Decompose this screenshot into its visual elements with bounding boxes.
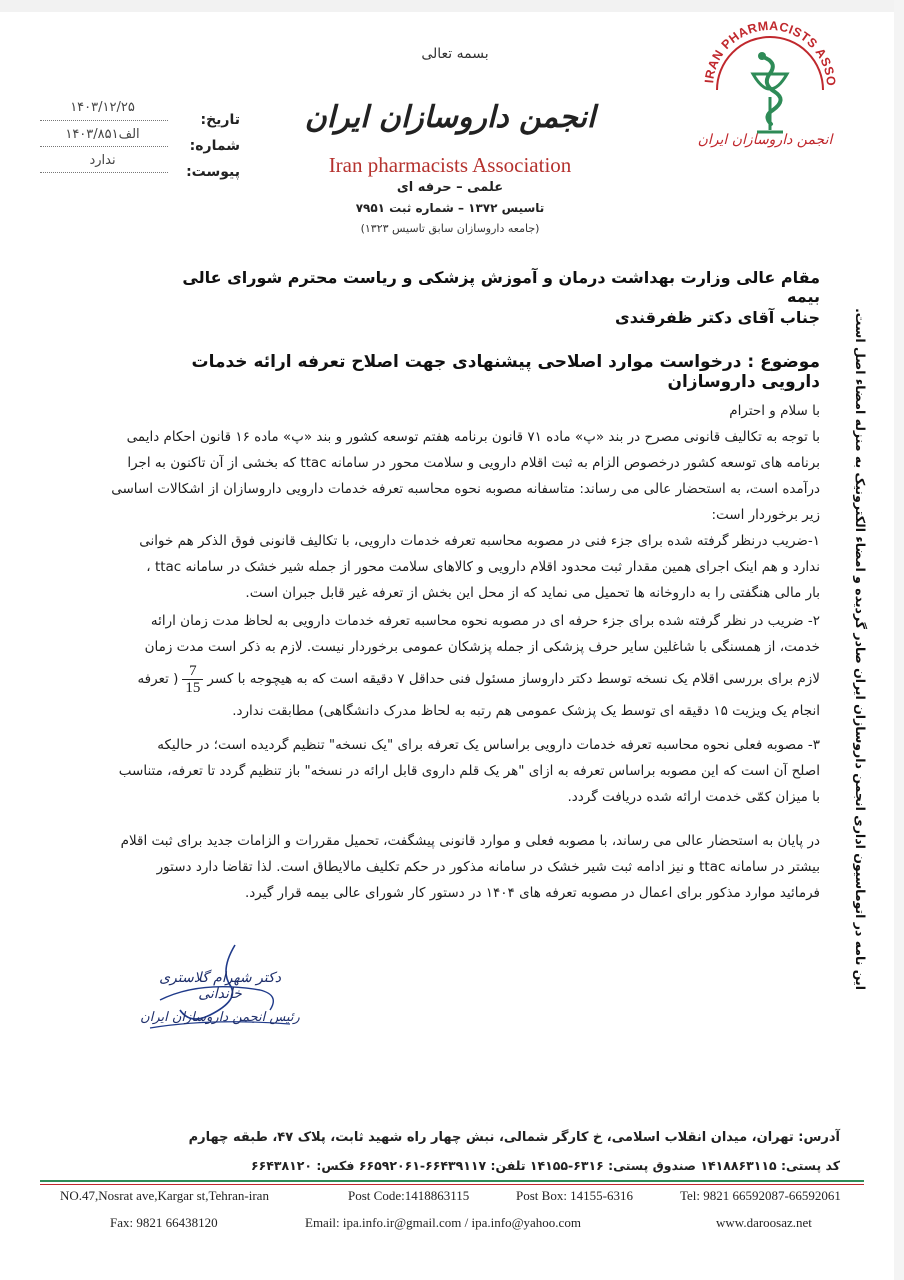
signer-title: رئیس انجمن داروسازان ایران: [140, 1010, 300, 1025]
body-line: ندارد و هم اینک اجرای همین مقدار ثبت محدود اقلام دارویی و کالاهای سلامت محور از جمله شیر خشک در سامانه ttac ،: [146, 559, 820, 575]
fraction-text-before: لازم برای بررسی اقلام یک نسخه توسط دکتر داروساز مسئول فنی حداقل ۷ دقیقه است که به هیچوجه با کسر: [207, 671, 820, 687]
org-name-fa: انجمن داروسازان ایران: [304, 100, 596, 135]
number-label: شماره:: [189, 138, 240, 154]
body-line: بیشتر در سامانه ttac و نیز ادامه ثبت شیر خشک در سامانه مذکور در حکم تکلیف مالایطاق است. لذا تقاضا دارد دستور: [156, 859, 820, 875]
body-line: با میزان کمّی خدمت ارائه شده دریافت گردد.: [567, 789, 820, 805]
body-line: ۲- ضریب در نظر گرفته شده برای جزء حرفه ای در مصوبه نحوه محاسبه تعرفه خدمات دارویی به لحاظ مدت زمان ارائه: [150, 613, 820, 629]
footer-postcode: Post Code:1418863115: [348, 1188, 470, 1203]
footer-tel: Tel: 9821 66592087-66592061: [680, 1188, 841, 1203]
body-line: ۱-ضریب درنظر گرفته شده برای جزء فنی در مصوبه محاسبه تعرفه خدمات دارویی، با تکالیف قانونی فوق الذکر هم خوانی: [139, 533, 820, 549]
footer-email[interactable]: Email: ipa.info.ir@gmail.com / ipa.info@yahoo.com: [305, 1215, 581, 1230]
body-line: برنامه های توسعه کشور درخصوص الزام به ثبت اقلام دارویی و سلامت محور در سامانه ttac که بخشی از آن تاکنون به اجرا: [127, 455, 820, 471]
addressee-line-1: مقام عالی وزارت بهداشت درمان و آموزش پزشکی و ریاست محترم شورای عالی بیمه: [182, 268, 820, 306]
body-line: ۳- مصوبه فعلی نحوه محاسبه تعرفه خدمات دارویی براساس یک تعرفه برای "یک نسخه" تنظیم گردیده است؛ در حالیکه: [157, 737, 820, 753]
signature: [140, 940, 300, 1040]
attachment-label: پیوست:: [186, 164, 240, 180]
side-note-text: این نامه در اتوماسیون اداری انجمن داروسازان ایران صادر گردیده و امضاء الکترونیک به منزله امضاء اصل است.: [853, 308, 868, 990]
fraction-line: [60, 660, 820, 698]
basmala: بسمه تعالی: [421, 46, 489, 62]
fraction-numerator: 7: [189, 662, 197, 679]
logo-caption: انجمن داروسازان ایران: [697, 132, 833, 148]
body-line: خدمت، از همسنگی با شاغلین سایر حرف پزشکی از جمله پزشکان عمومی برخوردار نیست. لازم به ذکر است مدت زمان: [144, 639, 820, 655]
date-underline: [40, 120, 168, 121]
caduceus-icon: [695, 12, 845, 182]
body-paragraph-2: [60, 528, 820, 606]
page-right-edge: [894, 0, 904, 1280]
footer-rule-green: [40, 1180, 864, 1182]
logo-ring-text: IRAN PHARMACISTS ASSO: [702, 18, 839, 87]
fraction: [182, 663, 203, 696]
signer-name: دکتر شهرام گلاستری خاندانی: [159, 970, 281, 1002]
footer-pobox: Post Box: 14155-6316: [516, 1188, 634, 1203]
side-note: [826, 308, 868, 990]
body-line: بار مالی هنگفتی را به داروخانه ها تحمیل می نماید که از محل این بخش از تعرفه غیر قابل جبران است.: [245, 585, 820, 601]
body-line: در پایان به استحضار عالی می رساند، با مصوبه فعلی و موارد قانونی پیشگفت، تحمیل مقررات و الزامات جدید برای ثبت اقلام: [120, 833, 820, 849]
body-line: اصلح آن است که این مصوبه براساس تعرفه به ازای "هر یک قلم داروی قابل ارائه در نسخه" باز تنظیم گردد تا تعرفه، متناسب: [118, 763, 820, 779]
body-line: درآمده است، به استحضار عالی می رساند: متاسفانه مصوبه نحوه محاسبه تعرفه خدمات دارویی داروسازان از اشکالات اساسی: [111, 481, 820, 497]
footer-website-link[interactable]: www.daroosaz.net: [716, 1215, 812, 1230]
body-paragraph-5: [60, 828, 820, 906]
body-paragraph-1: [60, 424, 820, 528]
fraction-text-after: ( تعرفه: [137, 671, 179, 687]
body-line: زیر برخوردار است:: [711, 507, 820, 523]
org-subtitle: علمی – حرفه ای: [396, 180, 504, 195]
attachment-value: ندارد: [89, 153, 116, 168]
footer-fax: Fax: 9821 66438120: [110, 1215, 218, 1230]
body-paragraph-3: [60, 608, 820, 724]
attachment-underline: [40, 172, 168, 173]
footer-rule-red: [40, 1184, 864, 1185]
org-founded: تاسیس ۱۳۷۲ – شماره ثبت ۷۹۵۱: [355, 201, 545, 215]
number-value: ۱۴۰۳/۸۵۱الف: [65, 127, 140, 142]
body-paragraph-4: [60, 732, 820, 810]
association-logo: [695, 12, 845, 182]
addressee-line-2: جناب آقای دکتر ظفرقندی: [615, 308, 820, 327]
body-line: با توجه به تکالیف قانونی مصرح در بند «پ» ماده ۷۱ قانون برنامه هفتم توسعه کشور و بند «پ» ماده ۱۶ قانون احکام دایمی: [126, 429, 820, 445]
footer-address-en: NO.47,Nosrat ave,Kargar st,Tehran-iran: [60, 1188, 269, 1203]
body-line: انجام یک ویزیت ۱۵ دقیقه ای توسط یک پزشک عمومی هم رتبه به لحاظ مدرک دانشگاهی) مطابقت ندارد.: [232, 703, 820, 719]
fraction-denominator: 15: [182, 679, 203, 696]
greeting: با سلام و احترام: [729, 403, 820, 419]
footer-address-fa: آدرس: تهران، میدان انقلاب اسلامی، خ کارگر شمالی، نبش چهار راه شهید ثابت، پلاک ۴۷، طبقه چهارم: [188, 1130, 840, 1145]
number-underline: [40, 146, 168, 147]
org-name-en: Iran pharmacists Association: [328, 153, 572, 177]
page-top-edge: [0, 0, 904, 12]
letter-subject: موضوع : درخواست موارد اصلاحی پیشنهادی جهت اصلاح تعرفه ارائه خدمات دارویی داروسازان: [191, 352, 820, 392]
date-label: تاریخ:: [200, 112, 240, 128]
org-previous-name: (جامعه داروسازان سابق تاسیس ۱۳۲۳): [360, 222, 540, 235]
body-line: فرمائید موارد مذکور برای اعمال در مصوبه تعرفه های ۱۴۰۴ در دستور کار شورای عالی بیمه قرار گیرد.: [245, 885, 820, 901]
footer-contact-fa: کد پستی: ۱۴۱۸۸۶۳۱۱۵ صندوق پستی: ۶۳۱۶-۱۴۱۵۵ تلفن: ۶۶۴۳۹۱۱۷-۶۶۵۹۲۰۶۱ فکس: ۶۶۴۳۸۱۲۰: [250, 1158, 840, 1173]
date-value: ۱۴۰۳/۱۲/۲۵: [70, 100, 135, 115]
